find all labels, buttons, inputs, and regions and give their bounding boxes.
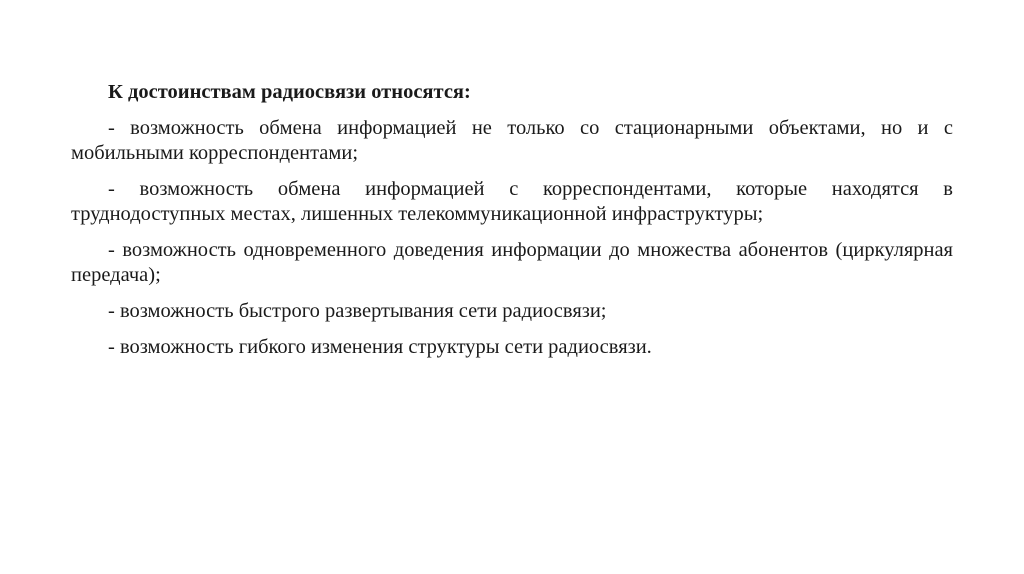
list-item: - возможность гибкого изменения структуры сети радиосвязи. [108, 336, 652, 358]
slide-content [71, 80, 953, 371]
list-item: - возможность быстрого развертывания сети радиосвязи; [108, 300, 607, 322]
list-item: - возможность одновременного доведения информации до множества абонентов (циркулярная передача); [71, 239, 953, 286]
list-item: - возможность обмена информацией с корреспондентами, которые находятся в труднодоступных местах, лишенных телекоммуникационной инфраструктуры; [71, 178, 953, 225]
list-item: - возможность обмена информацией не только со стационарными объектами, но и с мобильными корреспондентами; [71, 117, 953, 164]
slide-heading: К достоинствам радиосвязи относятся: [108, 81, 471, 103]
